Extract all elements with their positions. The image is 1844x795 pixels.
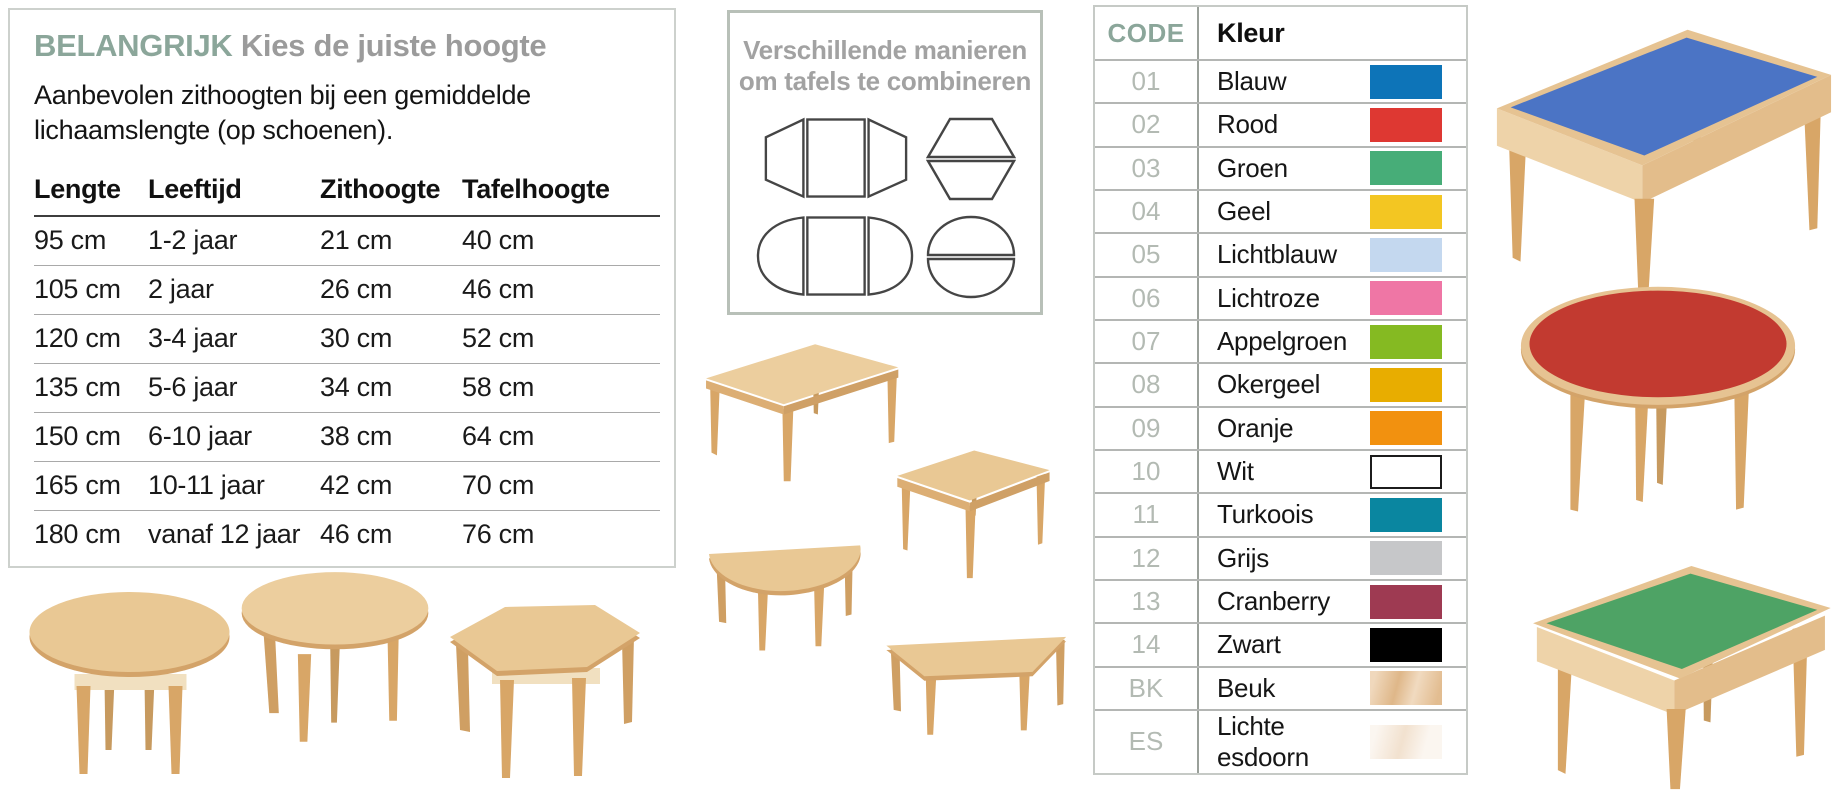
table-cell: 70 cm <box>462 462 660 511</box>
table-cell: 120 cm <box>34 315 148 364</box>
trapezoid-rect-combination-icon <box>756 116 914 202</box>
table-cell: 46 cm <box>462 266 660 315</box>
color-swatch <box>1370 368 1442 402</box>
size-table <box>34 170 660 559</box>
table-cell: 46 cm <box>320 519 393 550</box>
table-cell: 5-6 jaar <box>148 364 320 413</box>
color-swatch <box>1370 585 1442 619</box>
red-table-top <box>1529 291 1786 398</box>
table-cell: 10-11 jaar <box>148 462 320 511</box>
table-cell: vanaf 12 jaar <box>148 519 301 550</box>
half-round-table-photo <box>696 514 876 656</box>
table-cell: 34 cm <box>320 364 462 413</box>
trapezoid-table-image <box>882 606 1072 751</box>
table-cell: 95 cm <box>34 217 148 266</box>
table-cell: 40 cm <box>462 217 660 266</box>
size-table-header: Lengte <box>34 170 148 217</box>
round-table-angled-photo <box>235 568 435 763</box>
color-swatch <box>1370 238 1442 272</box>
color-row: 07 Appelgroen <box>1095 319 1466 362</box>
blue-top-table-photo <box>1487 14 1839 299</box>
color-row: 10 Wit <box>1095 449 1466 492</box>
color-row: 12 Grijs <box>1095 536 1466 579</box>
height-guide-description: Aanbevolen zithoogten bij een gemiddelde lichaamslengte (op schoenen). <box>34 80 531 146</box>
table-cell: 6-10 jaar <box>148 413 320 462</box>
table-cell: 42 cm <box>320 462 462 511</box>
color-swatch <box>1370 151 1442 185</box>
round-table-angled-image <box>235 568 435 763</box>
table-cell: 135 cm <box>34 364 148 413</box>
table-cell: 1-2 jaar <box>148 217 320 266</box>
page-title <box>34 28 654 64</box>
color-row: 08 Okergeel <box>1095 362 1466 405</box>
table-cell: 150 cm <box>34 413 148 462</box>
split-circle-icon <box>926 215 1016 299</box>
combine-tables-panel <box>727 10 1043 315</box>
green-top-table-photo <box>1520 545 1838 793</box>
table-cell: 26 cm <box>320 266 462 315</box>
color-row: 11 Turkoois <box>1095 492 1466 535</box>
color-swatch <box>1370 498 1442 532</box>
color-row: 03 Groen <box>1095 146 1466 189</box>
blue-top-table-image <box>1487 14 1839 299</box>
height-guide-panel <box>8 8 676 568</box>
table-cell: 2 jaar <box>148 266 320 315</box>
size-table-header: Tafelhoogte <box>462 170 660 217</box>
red-top-table-photo <box>1512 283 1804 521</box>
table-cell: 58 cm <box>462 364 660 413</box>
table-cell: 21 cm <box>320 217 462 266</box>
color-code-table <box>1093 5 1468 775</box>
size-table-header: Zithoogte <box>320 170 462 217</box>
table-cell: 105 cm <box>34 266 148 315</box>
code-column-header: CODE <box>1107 17 1185 48</box>
table-cell: 30 cm <box>320 315 462 364</box>
rectangular-table-image <box>698 334 905 484</box>
color-swatch-beech <box>1370 671 1442 705</box>
color-row: 09 Oranje <box>1095 406 1466 449</box>
rectangular-table-photo <box>698 334 905 484</box>
half-round-table-image <box>696 514 876 656</box>
color-row: 14 Zwart <box>1095 622 1466 665</box>
table-cell: 76 cm <box>462 519 535 550</box>
color-swatch <box>1370 628 1442 662</box>
color-swatch <box>1370 281 1442 315</box>
color-swatch <box>1370 65 1442 99</box>
color-swatch <box>1370 541 1442 575</box>
color-swatch <box>1370 411 1442 445</box>
green-top-table-image <box>1520 545 1838 793</box>
round-table-image <box>22 588 237 788</box>
color-swatch-maple <box>1370 725 1442 759</box>
color-row: 05 Lichtblauw <box>1095 232 1466 275</box>
split-hexagon-icon <box>926 117 1016 201</box>
color-swatch <box>1370 108 1442 142</box>
square-table-image <box>888 436 1056 581</box>
hexagonal-table-photo <box>440 582 650 792</box>
color-row: 02 Rood <box>1095 102 1466 145</box>
kleur-column-header: Kleur <box>1217 17 1285 48</box>
color-row: 04 Geel <box>1095 189 1466 232</box>
color-row: 13 Cranberry <box>1095 579 1466 622</box>
color-swatch <box>1370 455 1442 489</box>
table-cell: 52 cm <box>462 315 660 364</box>
combination-diagrams <box>756 116 1018 300</box>
square-table-photo <box>888 436 1056 581</box>
color-table-header <box>1095 7 1466 59</box>
hexagonal-table-image <box>440 582 650 792</box>
round-table-photo <box>22 588 237 788</box>
table-cell: 38 cm <box>320 413 462 462</box>
color-swatch <box>1370 325 1442 359</box>
combine-panel-title: Verschillende manieren om tafels te combineren <box>738 35 1032 96</box>
table-cell: 180 cm <box>34 519 121 550</box>
color-swatch <box>1370 195 1442 229</box>
table-cell: 64 cm <box>462 413 660 462</box>
color-row: 06 Lichtroze <box>1095 276 1466 319</box>
color-row: 01 Blauw <box>1095 59 1466 102</box>
title-rest: Kies de juiste hoogte <box>240 28 547 63</box>
title-highlight: BELANGRIJK <box>34 28 233 63</box>
trapezoid-table-photo <box>882 606 1072 751</box>
red-top-table-image <box>1512 283 1804 521</box>
stadium-oval-combination-icon <box>756 214 914 300</box>
table-cell: 3-4 jaar <box>148 315 320 364</box>
color-row: BK Beuk <box>1095 666 1466 709</box>
color-row: ES Lichte esdoorn <box>1095 709 1466 773</box>
table-cell: 165 cm <box>34 462 148 511</box>
size-table-header: Leeftijd <box>148 170 320 217</box>
